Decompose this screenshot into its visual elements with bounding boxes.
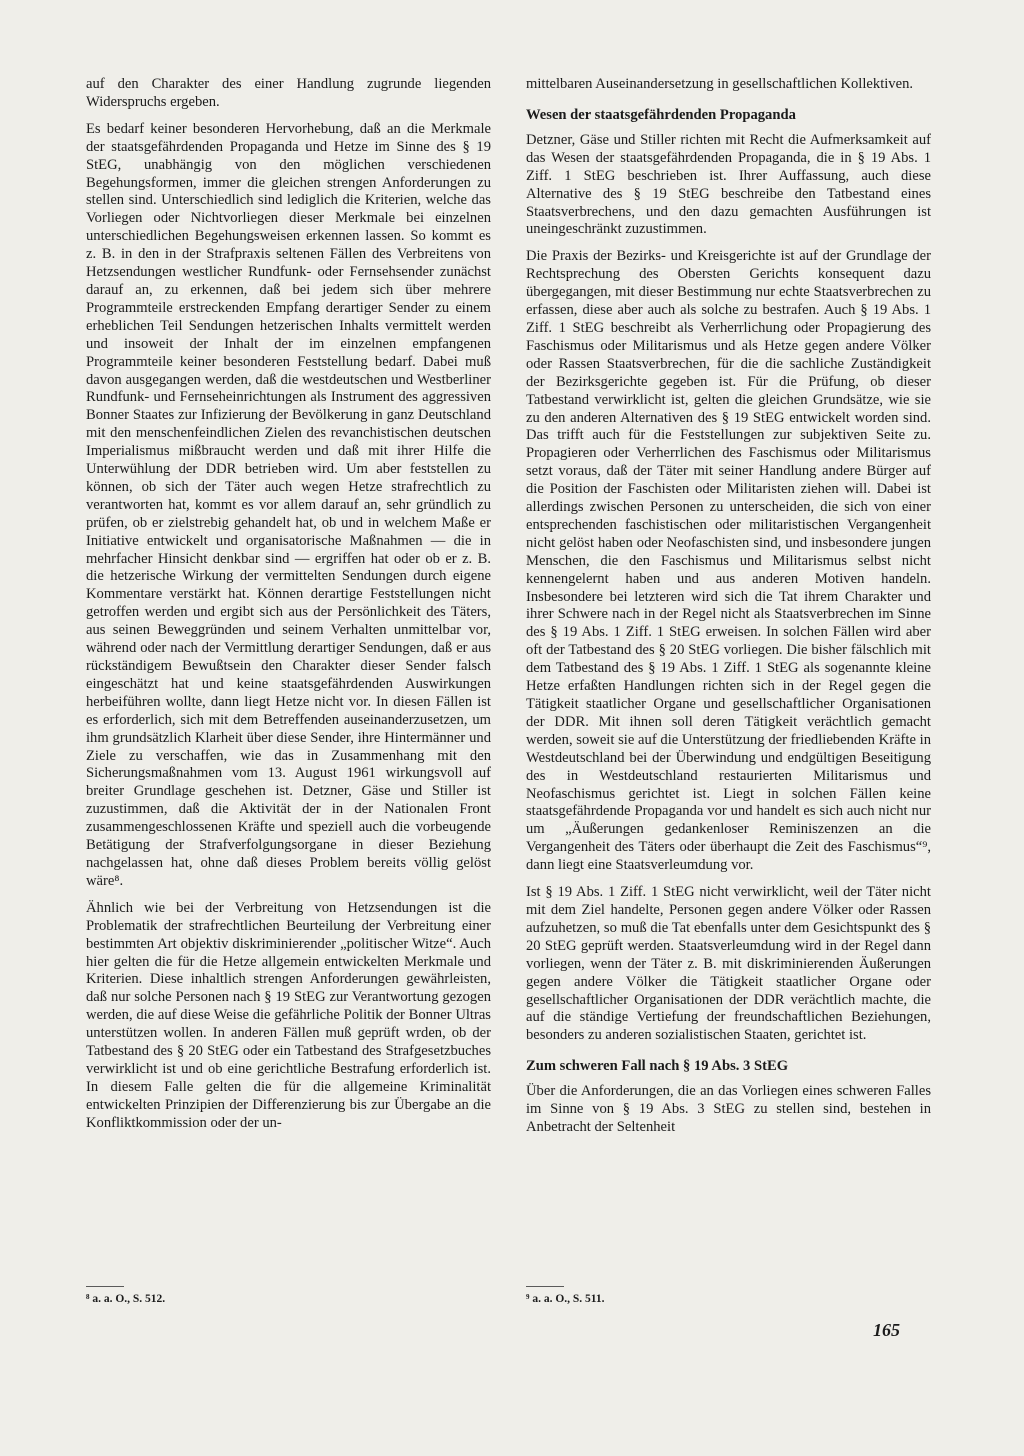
paragraph: auf den Charakter des einer Handlung zugrunde liegenden Widerspruchs ergeben. bbox=[86, 76, 491, 110]
paragraph: Über die Anforderungen, die an das Vorliegen eines schweren Falles im Sinne von § 19 Abs. 3 StEG zu stellen sind, bestehen in Anbetracht der Seltenheit bbox=[526, 1083, 931, 1136]
footnote-right: ⁹ a. a. O., S. 511. bbox=[526, 1293, 605, 1305]
paragraph: Ist § 19 Abs. 1 Ziff. 1 StEG nicht verwirklicht, weil der Täter nicht mit dem Ziel handelte, Personen gegen andere Völker oder Rassen aufzuhetzen, so muß die Tat ebenfalls unter dem Gesichtspunkt des § 20 StEG geprüft werden. Staatsverleumdung wird in der Regel dann vorliegen, wenn der Täter z. B. mit diskriminierenden Äußerungen gegen andere Völker die Tätigkeit staatlicher Organe oder gesellschaftlicher Organisationen der DDR verächtlich machte, die auf die ständige Vertiefung der freundschaftlichen Beziehungen, besonders zu anderen sozialistischen Staaten, gerichtet ist. bbox=[526, 884, 931, 1044]
paragraph: Es bedarf keiner besonderen Hervorhebung, daß an die Merkmale der staatsgefährdenden Propaganda und Hetze im Sinne des § 19 StEG, unabhängig von den möglichen verschiedenen Begehungsformen, immer die gleichen strengen Anforderungen zu stellen sind. Unterschiedlich sind lediglich die Kriterien, welche das Vorliegen oder Nichtvorliegen dieser Merkmale bei einzelnen unterschiedlichen Begehungsweisen erkennen lassen. So kommt es z. B. in den in der Strafpraxis seltenen Fällen des Verbreitens von Hetzsendungen westlicher Rundfunk- oder Fernsehsender zunächst darauf an, zu erkennen, daß bei jedem sich über mehrere Programmteile erstreckenden Empfang derartiger Sender zu einem erheblichen Teil Sendungen hetzerischen Inhalts vermittelt werden und insoweit der Inhalt der im einzelnen empfangenen Programmteile keiner besonderen Feststellung bedarf. Dabei muß davon ausgegangen werden, daß die westdeutschen und Westberliner Rundfunk- und Fernseheinrichtungen als Instrument des aggressiven Bonner Staates zur Infizierung der Bevölkerung in ganz Deutschland mit den menschenfeindlichen Zielen des revanchistischen deutschen Imperialismus mißbraucht werden und daß mit ihrer Hilfe die Unterwühlung der DDR betrieben wird. Um aber feststellen zu können, ob sich der Täter auch wegen Hetze strafrechtlich zu verantworten hat, kommt es vor allem darauf an, sehr gründlich zu prüfen, ob er zielstrebig gehandelt hat, ob und in welchem Maße er Initiative entwickelt und organisatorische Maßnahmen — die in mehrfacher Hinsicht denkbar sind — ergriffen hat oder ob er z. B. die hetzerische Wirkung der vermittelten Sendungen durch eigene Kommentare verstärkt hat. Können derartige Feststellungen nicht getroffen werden und ergibt sich aus der Persönlichkeit des Täters, aus seinen Beweggründen und seinem Verhalten unmittelbar vor, während oder nach der Vermittlung derartiger Sendungen, daß er aus rückständigem Bewußtsein den Charakter dieser Sender falsch eingeschätzt hat und keine staatsgefährdenden Auswirkungen herbeiführen wollte, dann liegt Hetze nicht vor. In diesen Fällen ist es erforderlich, sich mit dem Betreffenden auseinanderzusetzen, um ihm grundsätzlich Klarheit über diese Sender, ihre Hintermänner und Ziele zu verschaffen, wie das in Zusammenhang mit den Sicherungsmaßnahmen vom 13. August 1961 wirkungsvoll auf breiter Grundlage geschehen ist. Detzner, Gäse und Stiller ist zuzustimmen, daß die Aktivität der in der Nationalen Front zusammengeschlossenen Kräfte und speziell auch die vorbeugende Betätigung der Strafverfolgungsorgane in dieser Beziehung nachgelassen hat, ohne daß dieses Problem bereits völlig gelöst wäre⁸. bbox=[86, 120, 491, 889]
footnote-rule bbox=[526, 1286, 564, 1287]
footnote-left: ⁸ a. a. O., S. 512. bbox=[86, 1293, 166, 1305]
left-column bbox=[86, 76, 491, 1142]
footnote-rule bbox=[86, 1286, 124, 1287]
section-heading: Zum schweren Fall nach § 19 Abs. 3 StEG bbox=[526, 1058, 789, 1075]
page-number: 165 bbox=[873, 1320, 900, 1340]
paragraph: Detzner, Gäse und Stiller richten mit Recht die Aufmerksamkeit auf das Wesen der staatsgefährdenden Propaganda, die in § 19 Abs. 1 Ziff. 1 StEG beschrieben ist. Ihrer Auffassung, auch diese Alternative des § 19 StEG beschreibe den Tatbestand eines Staatsverbrechens, und den dazu gemachten Ausführungen ist uneingeschränkt zuzustimmen. bbox=[526, 131, 931, 238]
paragraph: mittelbaren Auseinandersetzung in gesellschaftlichen Kollektiven. bbox=[526, 76, 914, 92]
right-column bbox=[526, 76, 931, 1146]
section-heading: Wesen der staatsgefährdenden Propaganda bbox=[526, 106, 796, 123]
paragraph: Die Praxis der Bezirks- und Kreisgerichte ist auf der Grundlage der Rechtsprechung des Obersten Gerichts konsequent dazu übergegangen, mit dieser Bestimmung nur echte Staatsverbrechen zu erfassen, diese aber auch als solche zu bestrafen. Auch § 19 Abs. 1 Ziff. 1 StEG beschreibt als Verherrlichung oder Propagierung des Faschismus oder Militarismus und als Hetze gegen andere Völker oder Rassen Staatsverbrechen, für die die sachliche Zuständigkeit der Bezirksgerichte gegeben ist. Für die Prüfung, ob dieser Tatbestand verwirklicht ist, gelten die gleichen Grundsätze, wie sie zu den anderen Alternativen des § 19 StEG entwickelt worden sind. Das trifft auch für die Feststellungen zur subjektiven Seite zu. Propagieren oder Verherrlichen des Faschismus oder Militarismus setzt voraus, daß der Täter mit seiner Handlung andere Bürger auf die Position der Faschisten oder Militaristen ziehen will. Dabei ist allerdings zwischen Personen zu unterscheiden, die sich von einer entsprechenden faschistischen oder militaristischen Vergangenheit nicht gelöst haben oder Neofaschisten sind, und insbesondere jungen Menschen, die den Faschismus und Militarismus selbst nicht kennengelernt haben und aus anderen Motiven handeln. Insbesondere bei letzteren wird sich die Tat ihrem Charakter und ihrer Schwere nach in der Regel nicht als Staatsverbrechen im Sinne des § 19 Abs. 1 Ziff. 1 StEG erweisen. In solchen Fällen wird aber oft der Tatbestand des § 20 StEG vorliegen. Die bisher fälschlich mit dem Tatbestand des § 19 Abs. 1 Ziff. 1 StEG als sogenannte kleine Hetze erfaßten Handlungen richten sich in der Regel gegen die Tätigkeit staatlicher Organe und gesellschaftlicher Organisationen der DDR. Mit ihnen soll deren Tätigkeit verächtlich gemacht werden, soweit sie auf die Unterstützung der friedliebenden Kräfte in Westdeutschland bei der Überwindung und endgültigen Beseitigung des in Westdeutschland restaurierten Militarismus und Neofaschismus gerichtet ist. Liegt in solchen Fällen keine staatsgefährdende Propaganda vor und handelt es sich auch nicht nur um „Äußerungen gedankenloser Reminiszenzen an die Vergangenheit des Täters oder überhaupt die Zeit des Faschismus“⁹, dann liegt eine Staatsverleumdung vor. bbox=[526, 248, 931, 874]
paragraph: Ähnlich wie bei der Verbreitung von Hetzsendungen ist die Problematik der strafrechtlichen Beurteilung der Verbreitung einer bestimmten Art objektiv diskriminierender „politischer Witze“. Auch hier gelten die für die Hetze allgemein entwickelten Merkmale und Kriterien. Diese inhaltlich strengen Anforderungen gewährleisten, daß nur solche Personen nach § 19 StEG zur Verantwortung gezogen werden, die auf diese Weise die gefährliche Politik der Bonner Ultras unterstützen wollen. In anderen Fällen muß geprüft wrden, ob der Tatbestand des § 20 StEG oder ein Tatbestand des Strafgesetzbuches verwirklicht ist und ob eine gerichtliche Bestrafung erforderlich ist. In diesem Falle gelten die für die allgemeine Kriminalität entwickelten Prinzipien der Differenzierung bis zur Übergabe an die Konfliktkommission oder der un- bbox=[86, 899, 491, 1131]
